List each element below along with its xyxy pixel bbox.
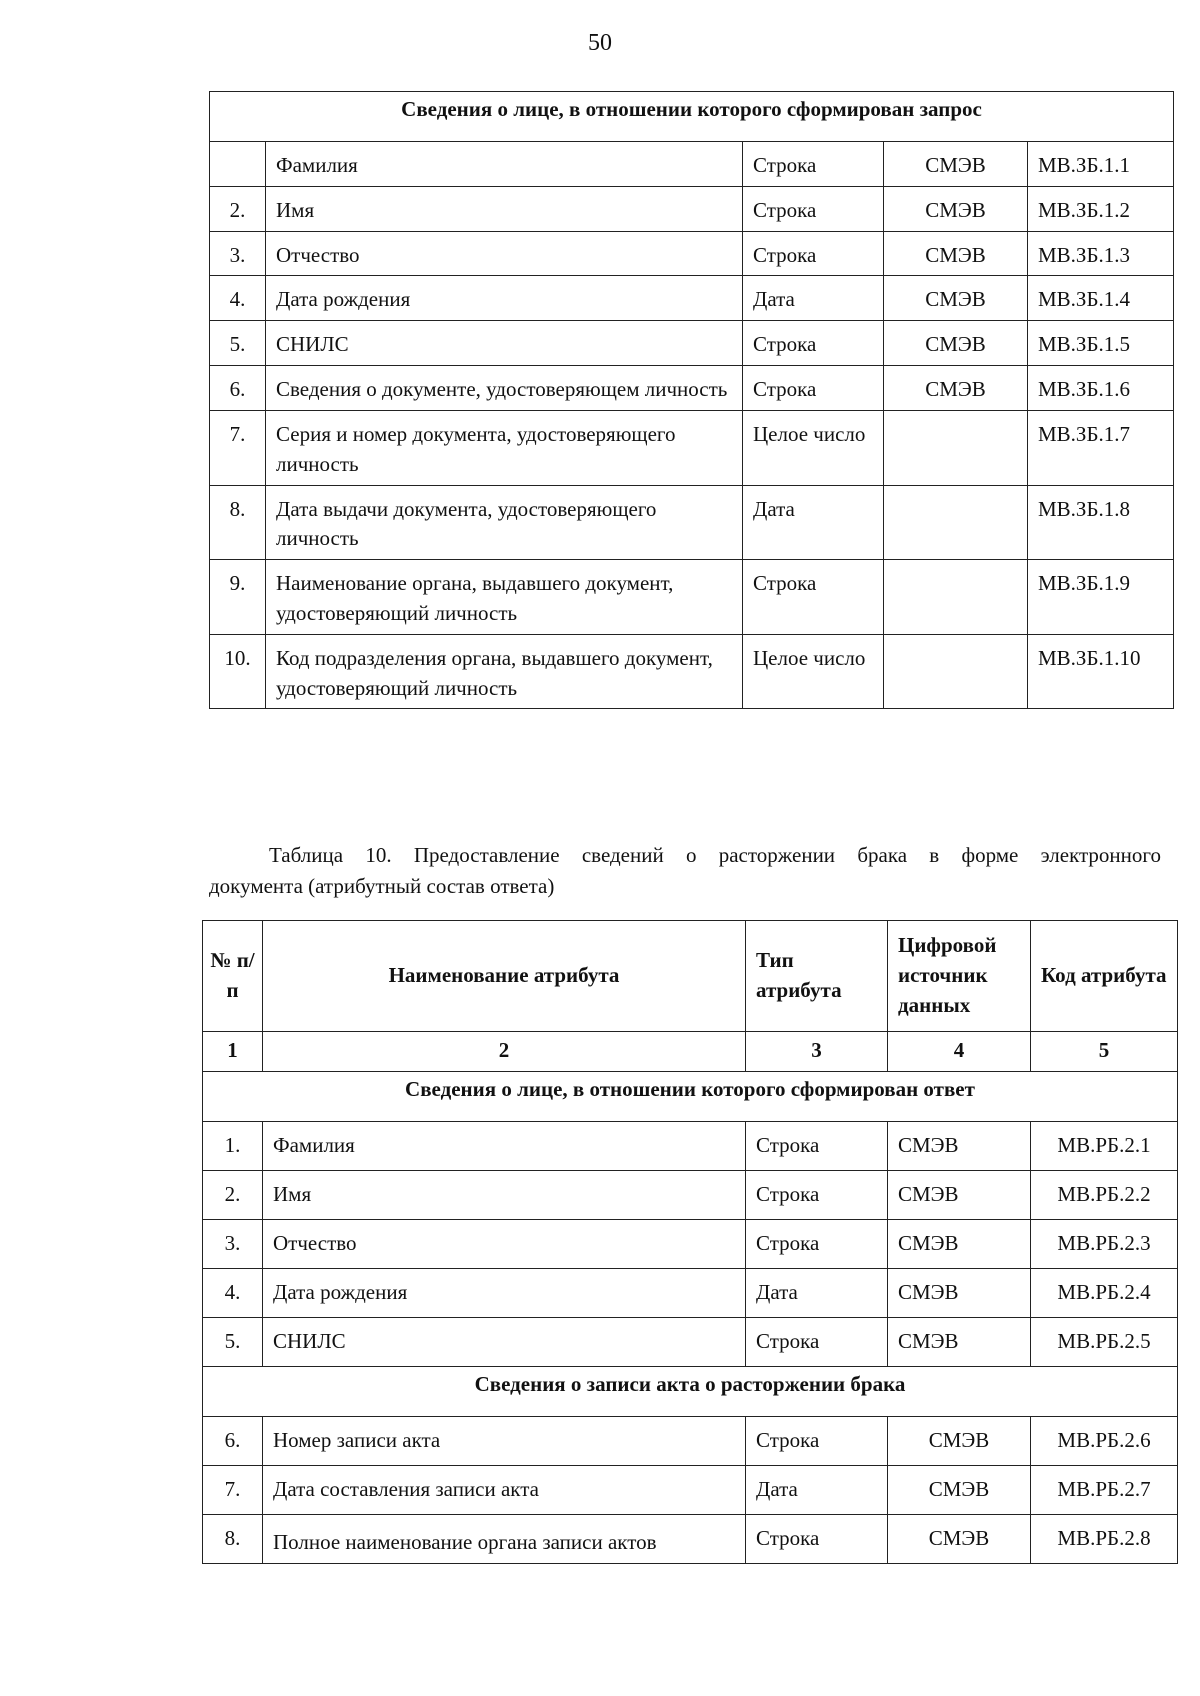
section-title: Сведения о лице, в отношении которого сформирован ответ (203, 1072, 1178, 1122)
row-number: 8. (210, 485, 266, 560)
attribute-type: Дата (743, 485, 884, 560)
attribute-name: Номер записи акта (263, 1417, 746, 1466)
attribute-type: Строка (746, 1122, 888, 1171)
attribute-type: Дата (746, 1466, 888, 1515)
attribute-code: МВ.ЗБ.1.9 (1028, 560, 1174, 635)
column-number: 3 (746, 1032, 888, 1072)
table-row (210, 366, 1174, 411)
row-number: 2. (203, 1171, 263, 1220)
table-row (210, 634, 1174, 709)
row-number: 6. (203, 1417, 263, 1466)
attribute-name: Имя (263, 1171, 746, 1220)
attribute-code: МВ.ЗБ.1.5 (1028, 321, 1174, 366)
attribute-name: Дата рождения (263, 1269, 746, 1318)
attribute-type: Строка (743, 231, 884, 276)
attribute-type: Целое число (743, 634, 884, 709)
attribute-name: Сведения о документе, удостоверяющем личность (266, 366, 743, 411)
table-row (210, 321, 1174, 366)
header-number: № п/п (203, 921, 263, 1032)
attribute-type: Строка (743, 366, 884, 411)
row-number: 3. (210, 231, 266, 276)
section-title: Сведения о записи акта о расторжении брака (203, 1367, 1178, 1417)
row-number: 7. (210, 410, 266, 485)
attribute-name: Фамилия (263, 1122, 746, 1171)
attribute-code: МВ.РБ.2.8 (1031, 1515, 1178, 1564)
attribute-type: Дата (743, 276, 884, 321)
column-number: 1 (203, 1032, 263, 1072)
attribute-type: Строка (746, 1417, 888, 1466)
attribute-code: МВ.ЗБ.1.8 (1028, 485, 1174, 560)
attribute-code: МВ.РБ.2.1 (1031, 1122, 1178, 1171)
attribute-name: Отчество (266, 231, 743, 276)
data-source: СМЭВ (884, 366, 1028, 411)
row-number: 8. (203, 1515, 263, 1564)
table-row (210, 410, 1174, 485)
table-row (203, 1122, 1178, 1171)
row-number: 2. (210, 186, 266, 231)
attribute-type: Строка (743, 142, 884, 187)
data-source: СМЭВ (888, 1171, 1031, 1220)
caption-line-2: документа (атрибутный состав ответа) (209, 874, 555, 899)
attribute-name: СНИЛС (263, 1318, 746, 1367)
attribute-type: Дата (746, 1269, 888, 1318)
table-row (210, 560, 1174, 635)
table-row (210, 485, 1174, 560)
row-number: 4. (203, 1269, 263, 1318)
attribute-code: МВ.ЗБ.1.2 (1028, 186, 1174, 231)
table-row (203, 1417, 1178, 1466)
attribute-code: МВ.РБ.2.6 (1031, 1417, 1178, 1466)
attribute-name: Наименование органа, выдавшего документ, удостоверяющий личность (266, 560, 743, 635)
table-row (203, 1269, 1178, 1318)
data-source: СМЭВ (888, 1466, 1031, 1515)
header-attribute-name: Наименование атрибута (263, 921, 746, 1032)
attribute-type: Строка (746, 1515, 888, 1564)
row-number: 7. (203, 1466, 263, 1515)
attribute-code: МВ.ЗБ.1.6 (1028, 366, 1174, 411)
attribute-code: МВ.РБ.2.4 (1031, 1269, 1178, 1318)
attribute-code: МВ.РБ.2.5 (1031, 1318, 1178, 1367)
request-attributes-table (209, 91, 1174, 709)
attribute-type: Строка (743, 560, 884, 635)
table-section-header (203, 1072, 1178, 1122)
table-caption (209, 840, 1161, 902)
data-source (884, 560, 1028, 635)
column-number: 5 (1031, 1032, 1178, 1072)
data-source: СМЭВ (888, 1318, 1031, 1367)
data-source: СМЭВ (884, 142, 1028, 187)
attribute-name: Дата составления записи акта (263, 1466, 746, 1515)
column-numbers-row (203, 1032, 1178, 1072)
row-number: 5. (210, 321, 266, 366)
attribute-name: Серия и номер документа, удостоверяющего личность (266, 410, 743, 485)
row-number (210, 142, 266, 187)
data-source: СМЭВ (888, 1122, 1031, 1171)
attribute-code: МВ.ЗБ.1.1 (1028, 142, 1174, 187)
attribute-code: МВ.ЗБ.1.7 (1028, 410, 1174, 485)
attribute-code: МВ.РБ.2.7 (1031, 1466, 1178, 1515)
page-number: 50 (588, 30, 612, 56)
data-source: СМЭВ (884, 321, 1028, 366)
data-source (884, 634, 1028, 709)
attribute-code: МВ.ЗБ.1.4 (1028, 276, 1174, 321)
column-number: 2 (263, 1032, 746, 1072)
attribute-code: МВ.ЗБ.1.3 (1028, 231, 1174, 276)
attribute-name: Дата выдачи документа, удостоверяющего личность (266, 485, 743, 560)
column-number: 4 (888, 1032, 1031, 1072)
table-row (210, 231, 1174, 276)
header-attribute-code: Код атрибута (1031, 921, 1178, 1032)
data-source: СМЭВ (888, 1417, 1031, 1466)
attribute-name: Полное наименование органа записи актов (263, 1515, 746, 1564)
attribute-name: Имя (266, 186, 743, 231)
data-source (884, 410, 1028, 485)
attribute-name: Отчество (263, 1220, 746, 1269)
section-title: Сведения о лице, в отношении которого сформирован запрос (210, 92, 1174, 142)
row-number: 4. (210, 276, 266, 321)
data-source (884, 485, 1028, 560)
attribute-type: Строка (746, 1171, 888, 1220)
attribute-code: МВ.РБ.2.3 (1031, 1220, 1178, 1269)
caption-line-1: Таблица 10. Предоставление сведений о расторжении брака в форме электронного (269, 843, 1161, 867)
attribute-type: Строка (746, 1220, 888, 1269)
row-number: 1. (203, 1122, 263, 1171)
row-number: 10. (210, 634, 266, 709)
table-row (203, 1171, 1178, 1220)
row-number: 3. (203, 1220, 263, 1269)
header-data-source: Цифровой источник данных (888, 921, 1031, 1032)
data-source: СМЭВ (888, 1515, 1031, 1564)
attribute-name: Дата рождения (266, 276, 743, 321)
table-row (203, 1220, 1178, 1269)
row-number: 5. (203, 1318, 263, 1367)
table-row (210, 276, 1174, 321)
attribute-type: Строка (743, 186, 884, 231)
table-header-row (203, 921, 1178, 1032)
data-source: СМЭВ (888, 1269, 1031, 1318)
attribute-type: Строка (743, 321, 884, 366)
table-row (203, 1515, 1178, 1564)
table-row (210, 142, 1174, 187)
attribute-name: СНИЛС (266, 321, 743, 366)
data-source: СМЭВ (884, 276, 1028, 321)
attribute-name: Код подразделения органа, выдавшего документ, удостоверяющий личность (266, 634, 743, 709)
attribute-name: Фамилия (266, 142, 743, 187)
row-number: 6. (210, 366, 266, 411)
response-attributes-table (202, 920, 1178, 1564)
header-attribute-type: Тип атрибута (746, 921, 888, 1032)
table-section-header (203, 1367, 1178, 1417)
data-source: СМЭВ (888, 1220, 1031, 1269)
data-source: СМЭВ (884, 231, 1028, 276)
data-source: СМЭВ (884, 186, 1028, 231)
table-row (203, 1318, 1178, 1367)
attribute-type: Строка (746, 1318, 888, 1367)
table-section-header (210, 92, 1174, 142)
attribute-code: МВ.ЗБ.1.10 (1028, 634, 1174, 709)
attribute-type: Целое число (743, 410, 884, 485)
table-row (203, 1466, 1178, 1515)
row-number: 9. (210, 560, 266, 635)
table-row (210, 186, 1174, 231)
attribute-code: МВ.РБ.2.2 (1031, 1171, 1178, 1220)
